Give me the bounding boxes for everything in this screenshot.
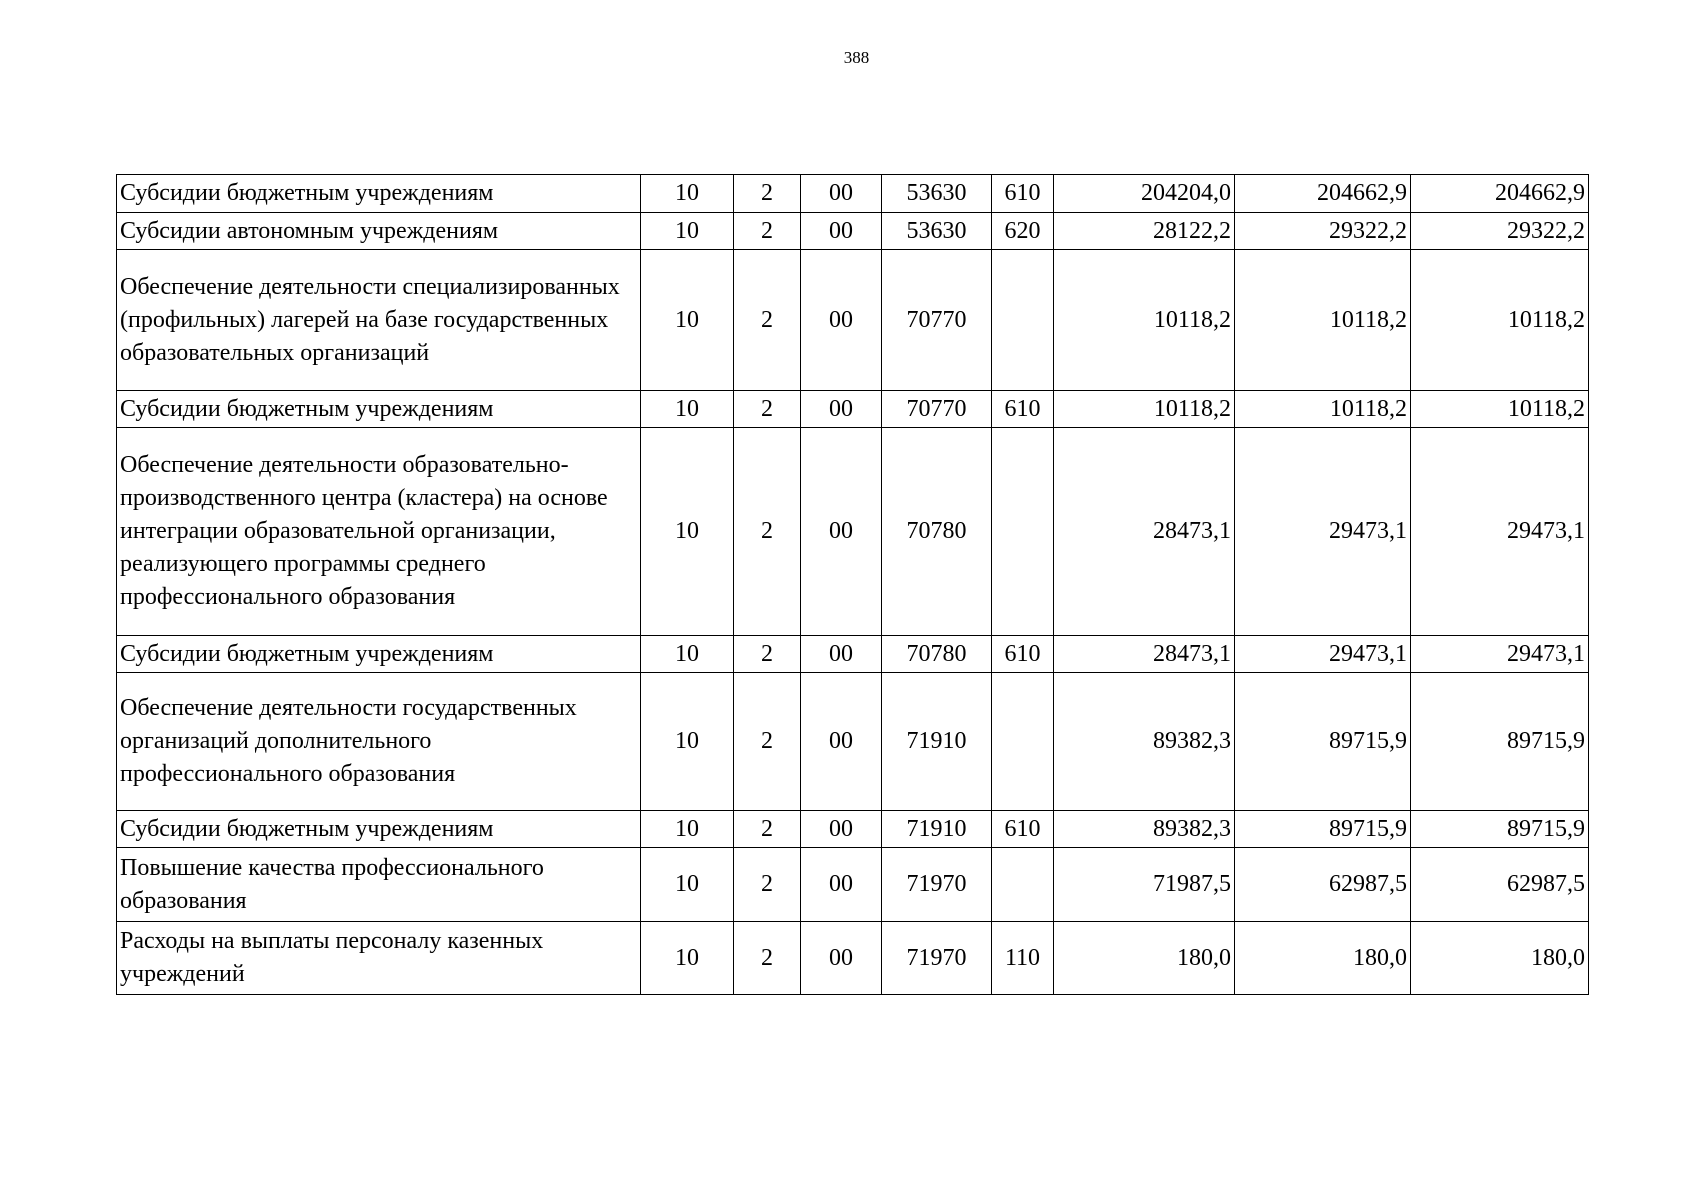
row-program: 2 [734,391,801,428]
row-code: 53630 [882,175,992,213]
table-row [117,391,1589,428]
row-code: 70770 [882,250,992,391]
row-value-1: 71987,5 [1054,848,1235,922]
row-section: 10 [641,428,734,636]
row-expense-type: 110 [992,922,1054,995]
row-code: 70770 [882,391,992,428]
table-row [117,636,1589,673]
row-program: 2 [734,673,801,811]
row-name: Повышение качества профессионального образования [117,848,641,922]
row-subprogram: 00 [801,428,882,636]
row-expense-type [992,250,1054,391]
table-row [117,175,1589,213]
row-program: 2 [734,848,801,922]
row-name: Расходы на выплаты персоналу казенных учреждений [117,922,641,995]
row-value-1: 28473,1 [1054,428,1235,636]
row-code: 71910 [882,811,992,848]
table-row [117,848,1589,922]
row-subprogram: 00 [801,673,882,811]
row-code: 71910 [882,673,992,811]
row-value-3: 29322,2 [1411,213,1589,250]
row-value-1: 180,0 [1054,922,1235,995]
row-name: Субсидии бюджетным учреждениям [117,391,641,428]
row-value-2: 29473,1 [1235,636,1411,673]
row-program: 2 [734,175,801,213]
row-expense-type: 610 [992,636,1054,673]
row-value-2: 180,0 [1235,922,1411,995]
table-row [117,213,1589,250]
row-value-1: 10118,2 [1054,391,1235,428]
row-value-2: 29473,1 [1235,428,1411,636]
row-value-3: 89715,9 [1411,673,1589,811]
row-subprogram: 00 [801,848,882,922]
row-expense-type [992,428,1054,636]
row-value-3: 204662,9 [1411,175,1589,213]
row-section: 10 [641,175,734,213]
row-code: 70780 [882,636,992,673]
page-number: 388 [843,48,870,67]
row-subprogram: 00 [801,213,882,250]
row-section: 10 [641,213,734,250]
row-value-2: 89715,9 [1235,673,1411,811]
row-value-3: 89715,9 [1411,811,1589,848]
row-program: 2 [734,213,801,250]
table-row [117,922,1589,995]
row-subprogram: 00 [801,811,882,848]
row-value-3: 180,0 [1411,922,1589,995]
row-value-2: 10118,2 [1235,391,1411,428]
row-expense-type [992,848,1054,922]
row-code: 71970 [882,922,992,995]
row-code: 53630 [882,213,992,250]
row-program: 2 [734,428,801,636]
row-expense-type: 610 [992,391,1054,428]
row-section: 10 [641,811,734,848]
row-section: 10 [641,922,734,995]
row-code: 71970 [882,848,992,922]
row-program: 2 [734,922,801,995]
row-value-1: 28473,1 [1054,636,1235,673]
row-value-1: 89382,3 [1054,811,1235,848]
row-section: 10 [641,391,734,428]
row-name: Обеспечение деятельности образовательно-производственного центра (кластера) на основе интеграции образовательной организации, реализующего программы среднего профессионального образования [117,428,641,636]
row-value-1: 204204,0 [1054,175,1235,213]
row-expense-type: 610 [992,175,1054,213]
row-name: Субсидии бюджетным учреждениям [117,175,641,213]
row-program: 2 [734,636,801,673]
row-name: Обеспечение деятельности государственных организаций дополнительного профессионального образования [117,673,641,811]
row-value-2: 10118,2 [1235,250,1411,391]
table-row [117,428,1589,636]
row-value-3: 10118,2 [1411,250,1589,391]
row-section: 10 [641,636,734,673]
row-section: 10 [641,673,734,811]
row-subprogram: 00 [801,391,882,428]
row-name: Субсидии бюджетным учреждениям [117,811,641,848]
row-value-2: 29322,2 [1235,213,1411,250]
row-section: 10 [641,848,734,922]
row-value-3: 10118,2 [1411,391,1589,428]
row-value-1: 89382,3 [1054,673,1235,811]
row-subprogram: 00 [801,922,882,995]
row-value-1: 28122,2 [1054,213,1235,250]
row-value-3: 29473,1 [1411,428,1589,636]
row-expense-type: 620 [992,213,1054,250]
row-value-2: 204662,9 [1235,175,1411,213]
row-code: 70780 [882,428,992,636]
table-row [117,673,1589,811]
row-value-2: 62987,5 [1235,848,1411,922]
row-value-2: 89715,9 [1235,811,1411,848]
table-row [117,250,1589,391]
row-section: 10 [641,250,734,391]
row-value-1: 10118,2 [1054,250,1235,391]
row-value-3: 62987,5 [1411,848,1589,922]
row-subprogram: 00 [801,250,882,391]
row-name: Обеспечение деятельности специализированных (профильных) лагерей на базе государственных образовательных организаций [117,250,641,391]
row-subprogram: 00 [801,175,882,213]
budget-table [116,174,1589,995]
table-row [117,811,1589,848]
row-program: 2 [734,250,801,391]
row-expense-type [992,673,1054,811]
row-value-3: 29473,1 [1411,636,1589,673]
row-name: Субсидии автономным учреждениям [117,213,641,250]
row-name: Субсидии бюджетным учреждениям [117,636,641,673]
row-expense-type: 610 [992,811,1054,848]
row-subprogram: 00 [801,636,882,673]
row-program: 2 [734,811,801,848]
